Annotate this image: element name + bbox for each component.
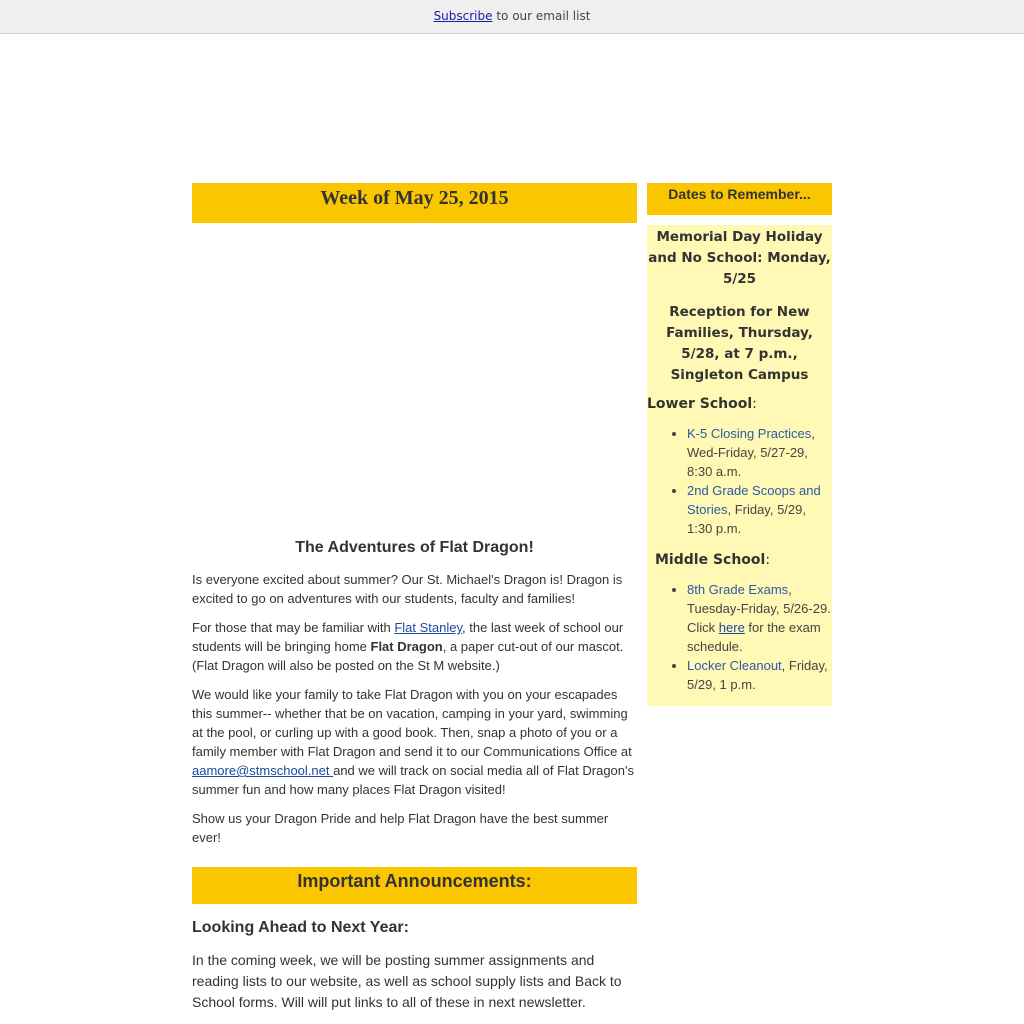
list-item-text: , Wed-Friday, 5/27-29, 8:30 a.m.	[687, 426, 815, 479]
lower-school-heading	[647, 396, 832, 412]
subscribe-bar	[0, 0, 1024, 34]
story-paragraph-2	[192, 618, 637, 675]
list-item	[687, 580, 832, 656]
email-link[interactable]: aamore@stmschool.net	[192, 763, 334, 778]
colon: :	[765, 552, 771, 568]
announcements-title: Important Announcements:	[297, 871, 532, 891]
looking-ahead-body: In the coming week, we will be posting summer assignments and reading lists to our website, as well as school supply lists and Back to School forms. Will will put links to all of these in next newsletter.	[192, 952, 622, 1010]
announcements-banner	[192, 867, 637, 904]
story-paragraph-3	[192, 685, 637, 799]
locker-cleanout-link[interactable]: Locker Cleanout	[687, 658, 782, 673]
flat-stanley-link[interactable]: Flat Stanley	[394, 620, 462, 635]
subscribe-link[interactable]: Subscribe	[433, 9, 493, 23]
list-item-text: for the exam schedule.	[687, 620, 821, 654]
list-item-text: , Tuesday-Friday, 5/26-29. Click	[687, 582, 831, 635]
k5-closing-link[interactable]: K-5 Closing Practices	[687, 426, 812, 441]
story-text: , a paper cut-out of our mascot. (Flat Dragon will also be posted on the St M website.)	[192, 639, 624, 673]
list-item	[687, 656, 832, 694]
dates-title: Dates to Remember...	[668, 186, 811, 202]
scoops-stories-link[interactable]: 2nd Grade Scoops and Stories	[687, 483, 821, 517]
story-paragraph-1: Is everyone excited about summer? Our St. Michael's Dragon is! Dragon is excited to go on adventures with our students, faculty and families!	[192, 572, 623, 606]
week-banner	[192, 183, 637, 223]
list-item	[687, 481, 832, 538]
story-text: and we will track on social media all of Flat Dragon's summer fun and how many places Flat Dragon visited!	[192, 763, 634, 797]
memorial-day-note: Memorial Day Holiday and No School: Monday, 5/25	[648, 229, 831, 287]
lower-school-label: Lower School	[647, 396, 753, 412]
dates-panel	[647, 225, 832, 706]
exam-schedule-here-link[interactable]: here	[718, 620, 745, 635]
flat-dragon-bold: Flat Dragon	[370, 639, 443, 654]
story-text: , the last week of school our students will be bringing home	[192, 620, 624, 654]
reception-note: Reception for New Families, Thursday, 5/28, at 7 p.m., Singleton Campus	[666, 304, 813, 383]
list-item-text: , Friday, 5/29, 1 p.m.	[687, 658, 828, 692]
eighth-grade-exams-link[interactable]: 8th Grade Exams	[687, 582, 789, 597]
list-item-text: , Friday, 5/29, 1:30 p.m.	[687, 502, 806, 536]
colon: :	[752, 396, 757, 412]
story-title: The Adventures of Flat Dragon!	[295, 539, 534, 556]
subscribe-text: to our email list	[492, 9, 591, 23]
sidebar	[647, 183, 832, 706]
list-item	[687, 424, 832, 481]
story-paragraph-4: Show us your Dragon Pride and help Flat Dragon have the best summer ever!	[192, 811, 609, 845]
story-text: For those that may be familiar with	[192, 620, 395, 635]
dates-header	[647, 183, 832, 215]
story-text: We would like your family to take Flat Dragon with you on your escapades this summer-- whether that be on vacation, camping in your yard, swimming at the pool, or curling up with a good book. Then, snap a photo of you or a family member with Flat Dragon and send it to our Communications Office at	[192, 687, 632, 759]
looking-ahead-heading: Looking Ahead to Next Year:	[192, 919, 409, 936]
image-placeholder	[192, 223, 637, 538]
week-title: Week of May 25, 2015	[320, 187, 509, 209]
lower-school-list	[647, 424, 832, 538]
middle-school-list	[647, 580, 832, 694]
middle-school-label: Middle School	[655, 552, 766, 568]
main-column	[192, 183, 637, 1013]
middle-school-heading	[647, 552, 832, 568]
